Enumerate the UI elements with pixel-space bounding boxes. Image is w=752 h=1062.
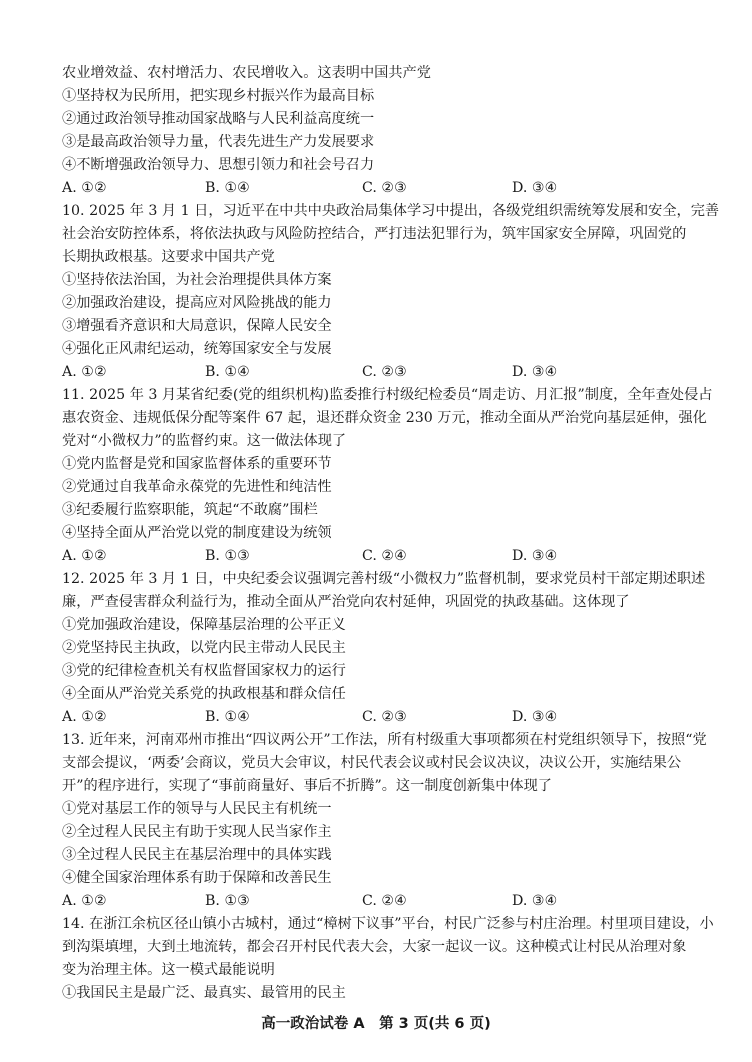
- question-14-stem: 到沟渠填埋，大到土地流转，都会召开村民代表大会，大家一起议一议。这种模式让村民从治理对象: [62, 939, 687, 955]
- option-c: C. ②④: [362, 893, 407, 909]
- question-12-stem: 12. 2025 年 3 月 1 日，中央纪委会议强调完善村级“小微权力”监督机制，要求党员村干部定期述职述: [62, 571, 706, 587]
- answer-options: [62, 177, 732, 200]
- option-c: C. ②③: [362, 364, 407, 380]
- statement-4: ④强化正风肃纪运动，统筹国家安全与发展: [62, 341, 332, 357]
- option-b: B. ①③: [205, 893, 250, 909]
- statement-4: ④坚持全面从严治党以党的制度建设为统领: [62, 525, 332, 541]
- statement-3: ③纪委履行监察职能，筑起“不敢腐”围栏: [62, 502, 318, 518]
- option-a: A. ①②: [62, 548, 107, 564]
- option-a: A. ①②: [62, 364, 107, 380]
- option-d: D. ③④: [512, 709, 558, 725]
- question-13-stem: 支部会提议，‘两委’会商议，党员大会审议，村民代表会议或村民会议决议，决议公开，实施结果公: [62, 755, 682, 771]
- option-d: D. ③④: [512, 180, 558, 196]
- answer-options: [62, 361, 732, 384]
- statement-4: ④不断增强政治领导力、思想引领力和社会号召力: [62, 157, 375, 173]
- answer-options: [62, 545, 732, 568]
- statement-1: ①党对基层工作的领导与人民民主有机统一: [62, 801, 332, 817]
- statement-1: ①坚持权为民所用，把实现乡村振兴作为最高目标: [62, 88, 375, 104]
- option-c: C. ②③: [362, 709, 407, 725]
- question-14-stem: 变为治理主体。这一模式最能说明: [62, 962, 275, 978]
- question-13-stem: 13. 近年来，河南邓州市推出“四议两公开”工作法，所有村级重大事项都须在村党组织领导下，按照“党: [62, 732, 707, 748]
- statement-1: ①坚持依法治国，为社会治理提供具体方案: [62, 272, 332, 288]
- statement-2: ②全过程人民民主有助于实现人民当家作主: [62, 824, 332, 840]
- statement-4: ④全面从严治党关系党的执政根基和群众信任: [62, 686, 346, 702]
- option-c: C. ②④: [362, 548, 407, 564]
- question-11-stem: 11. 2025 年 3 月某省纪委(党的组织机构)监委推行村级纪检委员“周走访、月汇报”制度，全年查处侵占: [62, 387, 713, 403]
- option-b: B. ①③: [205, 548, 250, 564]
- question-13-stem: 开”的程序进行，实现了“事前商量好、事后不折腾”。这一制度创新集中体现了: [62, 778, 552, 794]
- question-10-stem: 10. 2025 年 3 月 1 日，习近平在中共中央政治局集体学习中提出，各级党组织需统筹发展和安全，完善: [62, 203, 720, 219]
- option-a: A. ①②: [62, 180, 107, 196]
- option-b: B. ①④: [205, 180, 250, 196]
- question-11-stem: 惠农资金、违规低保分配等案件 67 起，退还群众资金 230 万元，推动全面从严治党向基层延伸，强化: [62, 410, 707, 426]
- statement-2: ②通过政治领导推动国家战略与人民利益高度统一: [62, 111, 375, 127]
- option-d: D. ③④: [512, 364, 558, 380]
- page-footer: 高一政治试卷 A 第 3 页(共 6 页): [261, 1016, 491, 1032]
- question-stem-line: 农业增效益、农村增活力、农民增收入。这表明中国共产党: [62, 65, 431, 81]
- question-10-stem: 社会治安防控体系，将依法执政与风险防控结合，严打违法犯罪行为，筑牢国家安全屏障，巩固党的: [62, 226, 687, 242]
- statement-3: ③是最高政治领导力量，代表先进生产力发展要求: [62, 134, 375, 150]
- answer-options: [62, 706, 732, 729]
- statement-1: ①党内监督是党和国家监督体系的重要环节: [62, 456, 332, 472]
- question-12-stem: 廉，严查侵害群众利益行为，推动全面从严治党向农村延伸，巩固党的执政基础。这体现了: [62, 594, 630, 610]
- option-d: D. ③④: [512, 548, 558, 564]
- statement-1: ①我国民主是最广泛、最真实、最管用的民主: [62, 985, 346, 1001]
- statement-3: ③增强看齐意识和大局意识，保障人民安全: [62, 318, 332, 334]
- statement-2: ②党坚持民主执政，以党内民主带动人民民主: [62, 640, 346, 656]
- question-11-stem: 党对“小微权力”的监督约束。这一做法体现了: [62, 433, 347, 449]
- statement-1: ①党加强政治建设，保障基层治理的公平正义: [62, 617, 346, 633]
- statement-2: ②党通过自我革命永葆党的先进性和纯洁性: [62, 479, 332, 495]
- option-b: B. ①④: [205, 709, 250, 725]
- option-b: B. ①④: [205, 364, 250, 380]
- statement-3: ③全过程人民民主在基层治理中的具体实践: [62, 847, 332, 863]
- option-a: A. ①②: [62, 709, 107, 725]
- statement-4: ④健全国家治理体系有助于保障和改善民生: [62, 870, 332, 886]
- option-a: A. ①②: [62, 893, 107, 909]
- statement-2: ②加强政治建设，提高应对风险挑战的能力: [62, 295, 332, 311]
- question-10-stem: 长期执政根基。这要求中国共产党: [62, 249, 275, 265]
- option-c: C. ②③: [362, 180, 407, 196]
- statement-3: ③党的纪律检查机关有权监督国家权力的运行: [62, 663, 346, 679]
- option-d: D. ③④: [512, 893, 558, 909]
- answer-options: [62, 890, 732, 913]
- question-14-stem: 14. 在浙江余杭区径山镇小古城村，通过“樟树下议事”平台，村民广泛参与村庄治理。村里项目建设，小: [62, 916, 714, 932]
